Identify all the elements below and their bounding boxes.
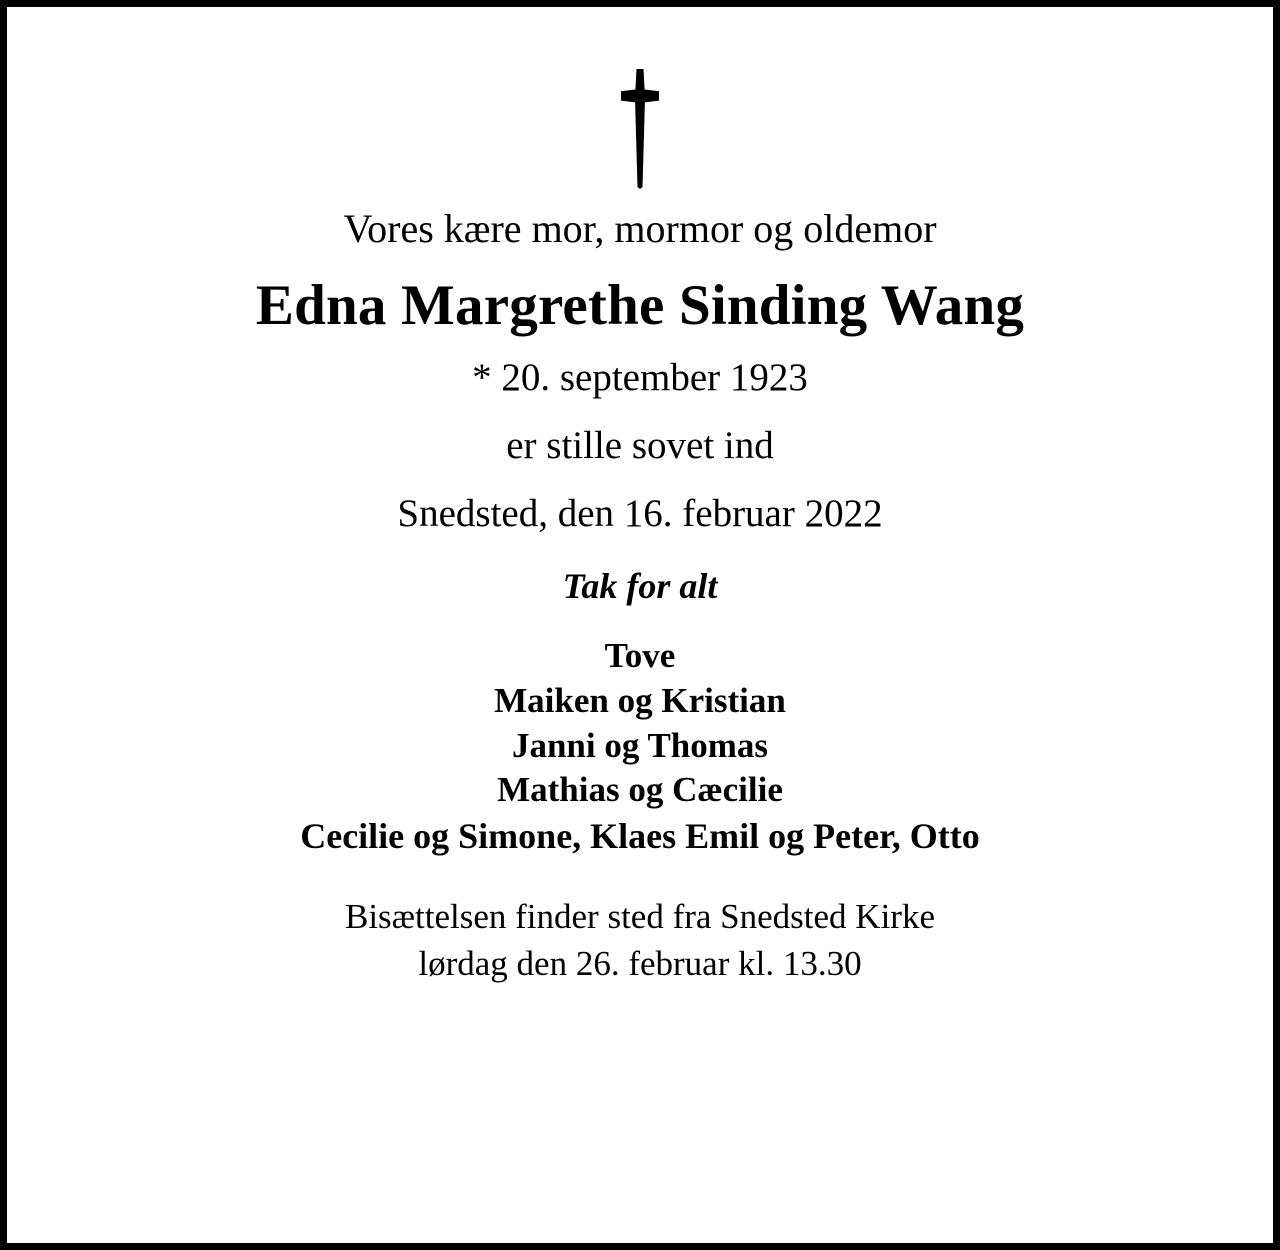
cross-symbol-container — [612, 69, 668, 189]
survivors-list — [300, 634, 980, 859]
lead-text: Vores kære mor, mormor og oldemor — [343, 206, 937, 251]
list-item: Cecilie og Simone, Klaes Emil og Peter, Otto — [300, 816, 980, 857]
passing-text: er stille sovet ind — [506, 424, 774, 468]
list-item: Tove — [604, 635, 676, 675]
list-item: Janni og Thomas — [511, 725, 769, 765]
list-item: Mathias og Cæcilie — [497, 770, 783, 810]
place-and-date-of-death: Snedsted, den 16. februar 2022 — [397, 492, 883, 536]
christian-cross-icon — [612, 69, 668, 189]
birth-date: * 20. september 1923 — [472, 356, 808, 400]
funeral-details — [345, 893, 935, 988]
deceased-name: Edna Margrethe Sinding Wang — [255, 274, 1025, 338]
thanks-text: Tak for alt — [562, 566, 718, 607]
funeral-time-line: lørdag den 26. februar kl. 13.30 — [418, 944, 862, 984]
funeral-location-line: Bisættelsen finder sted fra Snedsted Kirke — [344, 897, 935, 937]
list-item: Maiken og Kristian — [494, 680, 786, 720]
